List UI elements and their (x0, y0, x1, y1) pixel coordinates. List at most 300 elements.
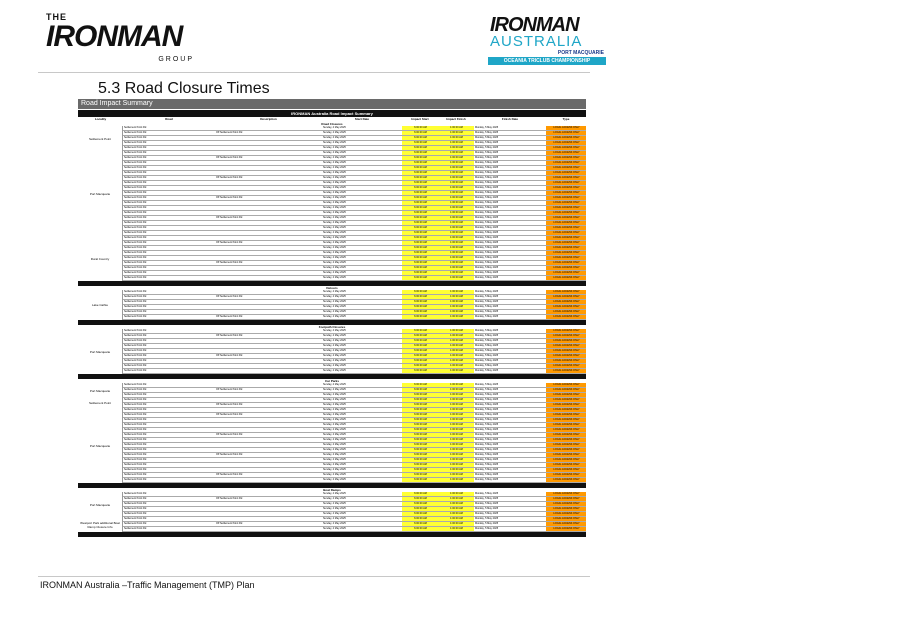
table-cell: LOCAL ACCESS ONLY (546, 300, 586, 304)
table-cell: 6:00:00 AM (402, 221, 438, 225)
table-cell: LOCAL ACCESS ONLY (546, 354, 586, 358)
table-cell: 1:00:00 AM (438, 517, 474, 521)
table-cell: Monday, 5 May 2025 (475, 256, 499, 259)
logo-main-text: IRONMAN (46, 20, 183, 53)
table-cell: LOCAL ACCESS ONLY (546, 310, 586, 314)
table-cell: 1:00:00 AM (438, 136, 474, 140)
header-cell: Locality (94, 117, 107, 121)
table-cell: 6:00:00 AM (402, 492, 438, 496)
table-cell: 6:00:00 AM (402, 211, 438, 215)
table-cell (215, 300, 322, 304)
table-cell: Settlement Point Rd (124, 156, 147, 159)
table-cell (215, 423, 322, 427)
table-cell: LOCAL ACCESS ONLY (546, 478, 586, 482)
table-cell (215, 468, 322, 472)
table-cell: 1:00:00 AM (438, 266, 474, 270)
table-cell: Settlement Point Rd (124, 276, 147, 279)
table-cell: 6:00:00 AM (402, 226, 438, 230)
table-cell: 6:00:00 AM (402, 305, 438, 309)
table-cell (215, 517, 322, 521)
table-cell: Monday, 5 May 2025 (475, 131, 499, 134)
table-cell: Settlement Point Rd (124, 334, 147, 337)
table-cell: Settlement Point Rd (124, 369, 147, 372)
table-cell: 6:00:00 AM (402, 354, 438, 358)
table-cell: Sunday, 4 May 2025 (323, 156, 346, 159)
table-cell: Sunday, 4 May 2025 (323, 256, 346, 259)
table-cell: LOCAL ACCESS ONLY (546, 290, 586, 294)
table-cell: Settlement Point Rd (124, 146, 147, 149)
table-cell (215, 166, 322, 170)
table-cell: LOCAL ACCESS ONLY (546, 388, 586, 392)
table-cell: LOCAL ACCESS ONLY (546, 276, 586, 280)
table-cell: 1:00:00 AM (438, 276, 474, 280)
table-cell (215, 290, 322, 294)
section-separator (78, 532, 586, 537)
table-cell: 6:00:00 AM (402, 166, 438, 170)
table-cell: 1:00:00 AM (438, 364, 474, 368)
table-cell: LOCAL ACCESS ONLY (546, 423, 586, 427)
section-title: Footpath Closures (78, 325, 586, 329)
table-cell: 1:00:00 AM (438, 502, 474, 506)
table-cell: Settlement Point Rd (124, 151, 147, 154)
table-cell: 1:00:00 AM (438, 226, 474, 230)
table-cell (215, 458, 322, 462)
table-cell: LOCAL ACCESS ONLY (546, 383, 586, 387)
table-cell (215, 492, 322, 496)
table-cell: 1:00:00 AM (438, 211, 474, 215)
table-cell: Monday, 5 May 2025 (475, 364, 499, 367)
table-cell: 1:00:00 AM (438, 418, 474, 422)
table-cell: Sunday, 4 May 2025 (323, 463, 346, 466)
table-cell: Sunday, 4 May 2025 (323, 364, 346, 367)
table-cell: Settlement Point Rd (124, 468, 147, 471)
table-cell: 1:00:00 AM (438, 196, 474, 200)
table-cell: 6:00:00 AM (402, 216, 438, 220)
table-cell: Sunday, 4 May 2025 (323, 398, 346, 401)
table-cell: 6:00:00 AM (402, 276, 438, 280)
table-cell: Settlement Point Rd (124, 201, 147, 204)
table-cell: Settlement Point Rd (124, 126, 147, 129)
table-cell: LOCAL ACCESS ONLY (546, 428, 586, 432)
table-cell: 6:00:00 AM (402, 246, 438, 250)
table-cell: 6:00:00 AM (402, 517, 438, 521)
table-cell: LOCAL ACCESS ONLY (546, 527, 586, 531)
table-cell: Settlement Point Rd (124, 186, 147, 189)
table-cell: LOCAL ACCESS ONLY (546, 403, 586, 407)
table-cell: Sunday, 4 May 2025 (323, 206, 346, 209)
table-cell: 1:00:00 AM (438, 290, 474, 294)
table-cell: Off Settlement Point Rd (216, 453, 243, 456)
table-cell: Sunday, 4 May 2025 (323, 512, 346, 515)
table-cell (215, 256, 322, 260)
table-cell: 1:00:00 AM (438, 126, 474, 130)
table-cell: Off Settlement Point Rd (216, 315, 243, 318)
table-cell: 6:00:00 AM (402, 512, 438, 516)
table-cell: Sunday, 4 May 2025 (323, 126, 346, 129)
table-cell (215, 226, 322, 230)
table-cell: 6:00:00 AM (402, 206, 438, 210)
table-cell: 1:00:00 AM (438, 261, 474, 265)
table-cell: 6:00:00 AM (402, 383, 438, 387)
table-cell: Off Settlement Point Rd (216, 388, 243, 391)
table-cell: LOCAL ACCESS ONLY (546, 359, 586, 363)
table-cell: Sunday, 4 May 2025 (323, 507, 346, 510)
table-cell: Settlement Point Rd (124, 329, 147, 332)
table-cell: Settlement Point Rd (124, 141, 147, 144)
table-cell: 1:00:00 AM (438, 315, 474, 319)
table-cell: 6:00:00 AM (402, 295, 438, 299)
table-cell: 6:00:00 AM (402, 403, 438, 407)
table-cell: 6:00:00 AM (402, 241, 438, 245)
table-cell (215, 151, 322, 155)
table-cell: 1:00:00 AM (438, 186, 474, 190)
table-cell: Settlement Point Rd (124, 206, 147, 209)
table-cell: Monday, 5 May 2025 (475, 276, 499, 279)
table-cell: Sunday, 4 May 2025 (323, 216, 346, 219)
table-cell (215, 161, 322, 165)
table-cell: 6:00:00 AM (402, 339, 438, 343)
locality-cell: Rural Country (78, 236, 123, 281)
table-cell: Sunday, 4 May 2025 (323, 151, 346, 154)
table-cell: Sunday, 4 May 2025 (323, 131, 346, 134)
table-cell: LOCAL ACCESS ONLY (546, 492, 586, 496)
table-cell: Monday, 5 May 2025 (475, 478, 499, 481)
table-cell: Sunday, 4 May 2025 (323, 497, 346, 500)
table-cell (215, 443, 322, 447)
table-cell: Monday, 5 May 2025 (475, 344, 499, 347)
table-cell: Sunday, 4 May 2025 (323, 315, 346, 318)
table-cell: Sunday, 4 May 2025 (323, 166, 346, 169)
table-cell: 1:00:00 AM (438, 453, 474, 457)
table-cell: Settlement Point Rd (124, 448, 147, 451)
table-cell: Sunday, 4 May 2025 (323, 146, 346, 149)
table-cell: Sunday, 4 May 2025 (323, 196, 346, 199)
table-cell: LOCAL ACCESS ONLY (546, 261, 586, 265)
table-cell: 1:00:00 AM (438, 433, 474, 437)
table-cell: Off Settlement Point Rd (216, 433, 243, 436)
table-cell: 1:00:00 AM (438, 359, 474, 363)
table-cell: Monday, 5 May 2025 (475, 241, 499, 244)
table-cell: Sunday, 4 May 2025 (323, 136, 346, 139)
table-cell: 6:00:00 AM (402, 497, 438, 501)
table-cell: 6:00:00 AM (402, 398, 438, 402)
table-cell: Settlement Point Rd (124, 354, 147, 357)
table-cell: LOCAL ACCESS ONLY (546, 512, 586, 516)
table-cell (215, 448, 322, 452)
table-cell: Monday, 5 May 2025 (475, 443, 499, 446)
table-cell: 6:00:00 AM (402, 349, 438, 353)
table-cell (215, 383, 322, 387)
table-cell: Settlement Point Rd (124, 339, 147, 342)
table-cell: Monday, 5 May 2025 (475, 126, 499, 129)
table-cell: Monday, 5 May 2025 (475, 522, 499, 525)
table-cell: 1:00:00 AM (438, 463, 474, 467)
table-cell: Settlement Point Rd (124, 433, 147, 436)
table-cell: 1:00:00 AM (438, 383, 474, 387)
table-cell: Settlement Point Rd (124, 256, 147, 259)
table-cell: Monday, 5 May 2025 (475, 186, 499, 189)
table-cell: Monday, 5 May 2025 (475, 463, 499, 466)
table-cell: Sunday, 4 May 2025 (323, 433, 346, 436)
table-cell: Monday, 5 May 2025 (475, 206, 499, 209)
table-cell: 1:00:00 AM (438, 473, 474, 477)
table-cell: Monday, 5 May 2025 (475, 388, 499, 391)
table-cell: 6:00:00 AM (402, 502, 438, 506)
table-cell: Monday, 5 May 2025 (475, 136, 499, 139)
table-cell (215, 364, 322, 368)
table-cell: LOCAL ACCESS ONLY (546, 126, 586, 130)
table-cell: Monday, 5 May 2025 (475, 161, 499, 164)
table-cell: Settlement Point Rd (124, 423, 147, 426)
table-cell: 6:00:00 AM (402, 251, 438, 255)
table-cell: 6:00:00 AM (402, 231, 438, 235)
table-cell: Settlement Point Rd (124, 231, 147, 234)
table-cell (215, 339, 322, 343)
table-cell: Monday, 5 May 2025 (475, 251, 499, 254)
table-cell: Settlement Point Rd (124, 241, 147, 244)
table-cell: Monday, 5 May 2025 (475, 473, 499, 476)
table-cell: LOCAL ACCESS ONLY (546, 136, 586, 140)
table-cell: Sunday, 4 May 2025 (323, 310, 346, 313)
table-cell: 6:00:00 AM (402, 151, 438, 155)
table-cell: 1:00:00 AM (438, 354, 474, 358)
table-cell: Settlement Point Rd (124, 251, 147, 254)
table-cell: Settlement Point Rd (124, 131, 147, 134)
table-cell: LOCAL ACCESS ONLY (546, 522, 586, 526)
locality-cell: Port Macquarie (78, 492, 123, 517)
table-cell: 6:00:00 AM (402, 334, 438, 338)
table-cell: Monday, 5 May 2025 (475, 246, 499, 249)
table-cell: 1:00:00 AM (438, 478, 474, 482)
table-cell: Monday, 5 May 2025 (475, 403, 499, 406)
table-cell: Settlement Point Rd (124, 236, 147, 239)
table-cell: Sunday, 4 May 2025 (323, 339, 346, 342)
table-cell: 1:00:00 AM (438, 507, 474, 511)
table-cell: LOCAL ACCESS ONLY (546, 502, 586, 506)
table-cell: LOCAL ACCESS ONLY (546, 216, 586, 220)
locality-cell: Port Macquarie (78, 329, 123, 374)
table-row (123, 527, 586, 532)
table-cell (215, 136, 322, 140)
table-cell: 6:00:00 AM (402, 522, 438, 526)
table-cell (215, 266, 322, 270)
table-cell: 6:00:00 AM (402, 315, 438, 319)
table-cell: LOCAL ACCESS ONLY (546, 334, 586, 338)
table-cell: 6:00:00 AM (402, 176, 438, 180)
table-cell: LOCAL ACCESS ONLY (546, 463, 586, 467)
table-cell: LOCAL ACCESS ONLY (546, 339, 586, 343)
table-cell: Settlement Point Rd (124, 290, 147, 293)
table-cell: Settlement Point Rd (124, 315, 147, 318)
table-cell: Sunday, 4 May 2025 (323, 251, 346, 254)
table-cell: LOCAL ACCESS ONLY (546, 393, 586, 397)
table-cell: Monday, 5 May 2025 (475, 497, 499, 500)
table-cell: 1:00:00 AM (438, 305, 474, 309)
table-cell: 6:00:00 AM (402, 201, 438, 205)
table-cell: Monday, 5 May 2025 (475, 191, 499, 194)
road-impact-table (78, 110, 586, 537)
table-cell: LOCAL ACCESS ONLY (546, 517, 586, 521)
section-title: Boat Ramps (78, 488, 586, 492)
table-cell: Off Settlement Point Rd (216, 241, 243, 244)
table-cell (215, 236, 322, 240)
table-cell: 1:00:00 AM (438, 231, 474, 235)
table-cell: Settlement Point Rd (124, 166, 147, 169)
table-cell: LOCAL ACCESS ONLY (546, 448, 586, 452)
table-cell (215, 146, 322, 150)
table-cell (215, 512, 322, 516)
table-cell: LOCAL ACCESS ONLY (546, 271, 586, 275)
table-cell: LOCAL ACCESS ONLY (546, 266, 586, 270)
table-cell: Settlement Point Rd (124, 408, 147, 411)
logo-group-text: GROUP (158, 56, 194, 63)
table-cell: LOCAL ACCESS ONLY (546, 131, 586, 135)
table-cell: Sunday, 4 May 2025 (323, 191, 346, 194)
table-cell (215, 369, 322, 373)
table-cell: 1:00:00 AM (438, 141, 474, 145)
table-cell: Off Settlement Point Rd (216, 216, 243, 219)
table-cell: 6:00:00 AM (402, 458, 438, 462)
table-cell: Settlement Point Rd (124, 305, 147, 308)
table-cell: 1:00:00 AM (438, 388, 474, 392)
table-cell: 6:00:00 AM (402, 423, 438, 427)
table-cell: Monday, 5 May 2025 (475, 354, 499, 357)
table-cell: LOCAL ACCESS ONLY (546, 176, 586, 180)
section-title: Detours (78, 286, 586, 290)
table-cell: Sunday, 4 May 2025 (323, 181, 346, 184)
table-cell: LOCAL ACCESS ONLY (546, 349, 586, 353)
table-cell: Settlement Point Rd (124, 271, 147, 274)
table-cell: 1:00:00 AM (438, 181, 474, 185)
table-cell: 6:00:00 AM (402, 344, 438, 348)
table-cell: 6:00:00 AM (402, 478, 438, 482)
table-cell: 1:00:00 AM (438, 448, 474, 452)
table-cell: 1:00:00 AM (438, 216, 474, 220)
table-cell: 1:00:00 AM (438, 443, 474, 447)
table-cell: Settlement Point Rd (124, 398, 147, 401)
table-cell: 6:00:00 AM (402, 428, 438, 432)
table-cell: Monday, 5 May 2025 (475, 428, 499, 431)
table-cell: Monday, 5 May 2025 (475, 512, 499, 515)
header-cell: Type (562, 117, 570, 121)
table-cell: 1:00:00 AM (438, 403, 474, 407)
logo-right-location: PORT MACQUARIE (557, 50, 604, 56)
table-cell (215, 393, 322, 397)
table-cell: Settlement Point Rd (124, 176, 147, 179)
table-cell: Monday, 5 May 2025 (475, 369, 499, 372)
footer-text: IRONMAN Australia –Traffic Management (TMP) Plan (40, 580, 255, 590)
locality-cell: Settlement Point (78, 398, 123, 408)
table-cell: Monday, 5 May 2025 (475, 329, 499, 332)
table-cell: 1:00:00 AM (438, 398, 474, 402)
table-cell: 6:00:00 AM (402, 196, 438, 200)
locality-cell: Settlement Point (78, 126, 123, 151)
table-cell (215, 201, 322, 205)
table-cell: LOCAL ACCESS ONLY (546, 256, 586, 260)
table-cell: Sunday, 4 May 2025 (323, 502, 346, 505)
table-cell: Settlement Point Rd (124, 393, 147, 396)
table-cell: LOCAL ACCESS ONLY (546, 186, 586, 190)
table-cell: Off Settlement Point Rd (216, 156, 243, 159)
table-cell: Sunday, 4 May 2025 (323, 413, 346, 416)
table-cell: Sunday, 4 May 2025 (323, 246, 346, 249)
table-cell: Settlement Point Rd (124, 438, 147, 441)
table-cell: Sunday, 4 May 2025 (323, 176, 346, 179)
table-cell: Monday, 5 May 2025 (475, 408, 499, 411)
table-cell: Monday, 5 May 2025 (475, 305, 499, 308)
locality-cell: Port Macquarie (78, 151, 123, 236)
table-cell: Monday, 5 May 2025 (475, 315, 499, 318)
table-cell: 6:00:00 AM (402, 131, 438, 135)
table-cell: LOCAL ACCESS ONLY (546, 329, 586, 333)
table-cell: Sunday, 4 May 2025 (323, 369, 346, 372)
table-cell: Sunday, 4 May 2025 (323, 300, 346, 303)
table-cell: Monday, 5 May 2025 (475, 211, 499, 214)
table-cell: Sunday, 4 May 2025 (323, 418, 346, 421)
table-cell: Off Settlement Point Rd (216, 295, 243, 298)
table-cell: Sunday, 4 May 2025 (323, 236, 346, 239)
table-cell: Sunday, 4 May 2025 (323, 408, 346, 411)
table-cell: 6:00:00 AM (402, 300, 438, 304)
table-cell: LOCAL ACCESS ONLY (546, 497, 586, 501)
table-cell: Monday, 5 May 2025 (475, 201, 499, 204)
table-cell: Monday, 5 May 2025 (475, 231, 499, 234)
table-cell: LOCAL ACCESS ONLY (546, 468, 586, 472)
table-cell: Monday, 5 May 2025 (475, 166, 499, 169)
table-cell: LOCAL ACCESS ONLY (546, 251, 586, 255)
table-cell: LOCAL ACCESS ONLY (546, 226, 586, 230)
table-cell: Monday, 5 May 2025 (475, 226, 499, 229)
table-cell: Monday, 5 May 2025 (475, 181, 499, 184)
table-cell: 6:00:00 AM (402, 290, 438, 294)
table-cell: LOCAL ACCESS ONLY (546, 433, 586, 437)
table-body (78, 122, 586, 537)
table-cell (215, 463, 322, 467)
table-cell: 1:00:00 AM (438, 413, 474, 417)
table-cell: Monday, 5 May 2025 (475, 418, 499, 421)
table-cell (215, 418, 322, 422)
table-cell: 1:00:00 AM (438, 492, 474, 496)
table-cell (215, 507, 322, 511)
table-cell: 6:00:00 AM (402, 146, 438, 150)
table-cell: 6:00:00 AM (402, 171, 438, 175)
table-cell: Sunday, 4 May 2025 (323, 349, 346, 352)
table-cell: Settlement Point Rd (124, 383, 147, 386)
table-cell (215, 502, 322, 506)
locality-cell: Port Macquarie (78, 408, 123, 483)
table-cell: Sunday, 4 May 2025 (323, 388, 346, 391)
table-cell: 1:00:00 AM (438, 339, 474, 343)
logo-right-sub: AUSTRALIA (490, 33, 583, 50)
table-cell: Off Settlement Point Rd (216, 196, 243, 199)
table-cell: Settlement Point Rd (124, 527, 147, 530)
table-row (123, 276, 586, 281)
table-cell: Settlement Point Rd (124, 512, 147, 515)
table-cell: 1:00:00 AM (438, 206, 474, 210)
table-cell (215, 349, 322, 353)
table-cell: Sunday, 4 May 2025 (323, 226, 346, 229)
table-cell: LOCAL ACCESS ONLY (546, 181, 586, 185)
table-cell (215, 206, 322, 210)
table-cell: Settlement Point Rd (124, 221, 147, 224)
table-cell: Monday, 5 May 2025 (475, 295, 499, 298)
table-cell: LOCAL ACCESS ONLY (546, 196, 586, 200)
table-cell: Settlement Point Rd (124, 216, 147, 219)
table-cell: Monday, 5 May 2025 (475, 300, 499, 303)
table-cell: LOCAL ACCESS ONLY (546, 236, 586, 240)
table-cell: LOCAL ACCESS ONLY (546, 241, 586, 245)
table-cell: Sunday, 4 May 2025 (323, 383, 346, 386)
